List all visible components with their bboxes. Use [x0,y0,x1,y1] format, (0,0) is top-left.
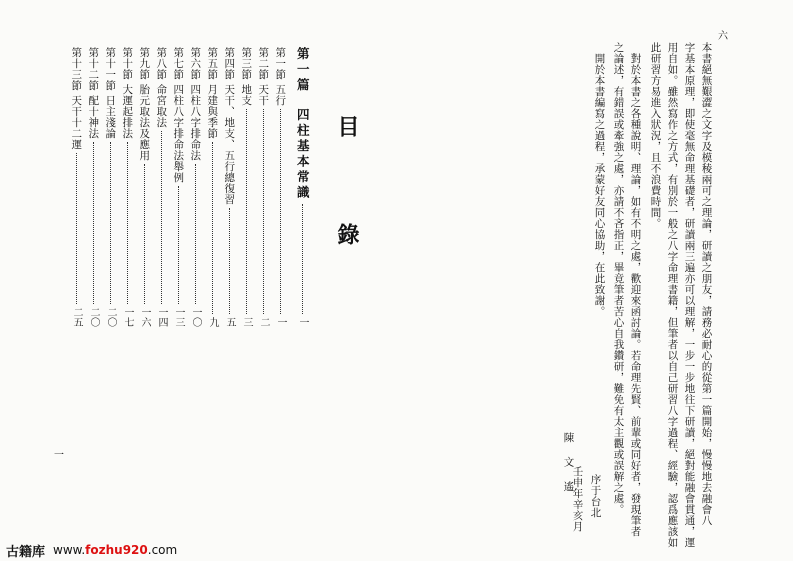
preface-column-1: 本書絕無艱澀之文字及模稜兩可之理論，研讀之朋友，請務必耐心的從第一篇開始，慢慢地去融會八 [700,42,713,526]
preface-column-3: 用自如。雖然寫作之方式，有別於一般之八字命理書籍，但筆者以自己研習八字過程、經驗，認爲應該如 [666,42,679,548]
toc-entry [170,47,186,327]
toc-section-label: 第十節 [121,47,134,80]
toc-section-page: 一〇 [190,307,201,327]
toc-section-label: 第五節 [206,47,219,80]
toc-section-label: 第十三節 [70,47,83,91]
toc-section-label: 第九節 [138,47,151,80]
toc-section-page: 一三 [173,307,184,327]
toc-section-page: 三 [241,317,252,327]
toc-entry [221,47,237,327]
toc-section-title: 胎元取法及應用 [138,84,151,161]
toc-section-title: 天干、地支、五行總復習 [223,84,236,205]
preface-signature-name: 陳 文 遙 [562,432,575,493]
toc-entry [136,47,152,327]
toc-entry [68,47,84,327]
toc-leader-dots [127,142,128,304]
toc-entry [272,47,288,327]
watermark-url-suffix: .com [147,543,178,557]
toc-section-page: 二〇 [105,307,116,327]
toc-entry [255,47,271,327]
toc-section-label: 第三節 [240,47,253,80]
toc-page-marker: 一 [54,450,64,461]
toc-section-title: 五行 [274,84,287,106]
toc-section-title: 地支 [240,84,253,106]
toc-leader-dots [195,164,196,304]
toc-entry [85,47,101,327]
toc-section-label: 第七節 [172,47,185,80]
toc-section-page: 一 [275,317,286,327]
toc-entry [119,47,135,327]
toc-section-title: 大運起排法 [121,84,134,139]
preface-column-4: 此研習方易進入狀況，且不浪費時間。 [649,42,662,229]
toc-entry [187,47,203,327]
toc-section-label: 第六節 [189,47,202,80]
toc-part-page: 一 [297,317,308,327]
toc-section-label: 第十一節 [104,47,117,91]
toc-leader-dots [280,109,281,314]
preface-column-6: 之論述，有錯誤或牽強之處，亦請不吝指正，畢竟筆者苦心自我鑽研，難免有太主觀或誤解之處。 [612,42,625,515]
toc-entry [102,47,118,327]
toc-section-title: 月建與季節 [206,84,219,139]
toc-section-title: 日主淺論 [104,95,117,139]
toc-leader-dots [178,186,179,304]
toc-leader-dots [161,131,162,304]
toc-entry [153,47,169,327]
toc-section-title: 配十神法 [87,95,100,139]
watermark-url[interactable] [53,543,177,557]
preface-signature-date: 壬申年辛亥月 [571,466,584,532]
toc-leader-dots [246,109,247,314]
preface-signature-place: 序于台北 [589,474,602,518]
toc-section-label: 第二節 [257,47,270,80]
toc-section-label: 第八節 [155,47,168,80]
toc-section-title: 天干十二運 [70,95,83,150]
toc-section-label: 第一節 [274,47,287,80]
preface-column-5: 對於本書之各種說明、理論，如有不明之處，歡迎來函討論。若命理先賢、前輩或同好者，發現筆者 [629,53,642,537]
toc-entry [238,47,254,327]
toc-section-title: 四柱八字排命法舉例 [172,84,185,183]
toc-leader-dots [212,142,213,314]
toc-section-page: 五 [224,317,235,327]
toc-leader-dots [229,208,230,314]
toc-section-label: 第十二節 [87,47,100,91]
toc-section-title: 天干 [257,84,270,106]
toc-leader-dots [110,142,111,304]
toc-section-page: 一七 [122,307,133,327]
toc-section-page: 二〇 [88,307,99,327]
toc-section-page: 二 [258,317,269,327]
toc-part-entry [294,47,310,327]
toc-section-page: 九 [207,317,218,327]
toc-section-title: 四柱八字排命法 [189,84,202,161]
toc-entry [204,47,220,327]
toc-part-label: 第一篇 [295,47,311,94]
toc-leader-dots [76,153,77,304]
watermark-url-prefix: www. [53,543,86,557]
toc-section-page: 一六 [139,307,150,327]
watermark-url-highlight: fozhu920 [85,543,148,557]
toc-title: 目 錄 [334,115,360,277]
toc-leader-dots [93,142,94,304]
toc-section-page: 一四 [156,307,167,327]
site-watermark [0,539,793,561]
preface-column-7: 開於本書編寫之過程，承蒙好友同心協助，在此致謝。 [593,53,606,317]
toc-leader-dots [144,164,145,304]
toc-leader-dots [263,109,264,314]
toc-section-label: 第四節 [223,47,236,80]
watermark-brand: 古籍库 [6,544,46,560]
toc-part-title: 四柱基本常識 [295,107,311,201]
toc-section-title: 命宮取法 [155,84,168,128]
preface-page-number: 六 [718,31,728,42]
preface-column-2: 字基本原理，即使毫無命理基礎者，研讀兩三遍亦可以理解，一步一步地往下研讀，絕對能融會貫通，運 [683,42,696,548]
toc-section-page: 二五 [71,307,82,327]
toc-leader-dots [302,204,303,315]
